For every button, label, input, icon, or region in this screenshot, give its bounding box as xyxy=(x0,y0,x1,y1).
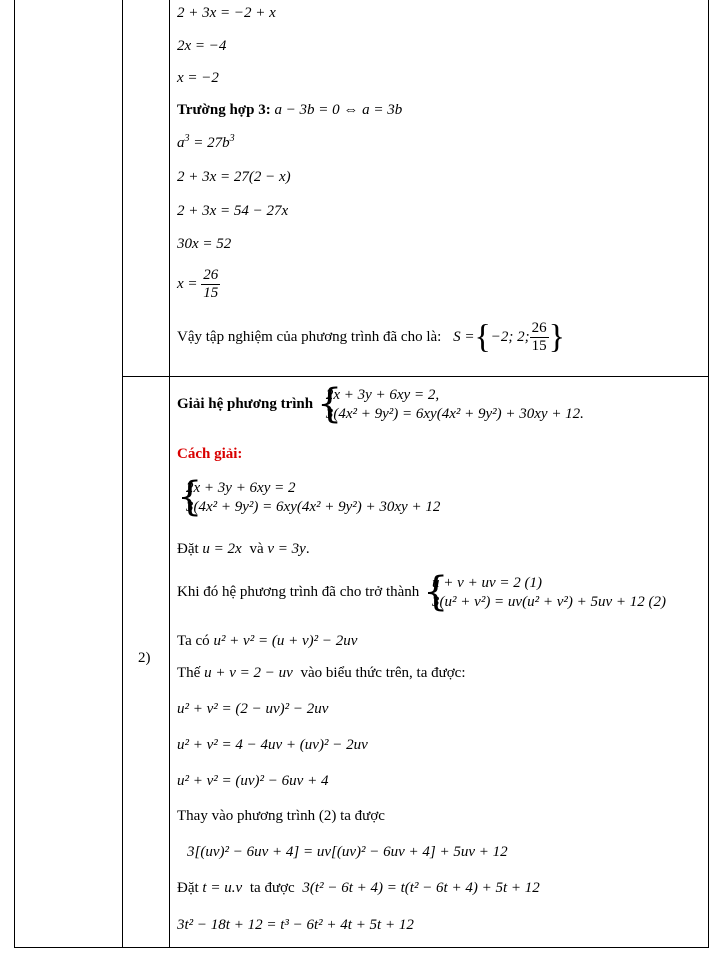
eq-line: 30x = 52 xyxy=(177,236,232,252)
system-row: 3(4x² + 9y²) = 6xy(4x² + 9y²) + 30xy + 12. xyxy=(325,405,584,422)
system-row: u + v + uv = 2 (1) xyxy=(432,574,542,591)
eq-line: u² + v² = (uv)² − 6uv + 4 xyxy=(177,773,329,789)
row-number: 2) xyxy=(138,650,151,666)
solution-set-items: −2; 2; xyxy=(490,329,530,345)
sub-expr: u + v = 2 − uv xyxy=(204,665,293,681)
eq-line: x = −2 xyxy=(177,70,219,86)
eq-line: 3t² − 18t + 12 = t³ − 6t² + 4t + 5t + 12 xyxy=(177,917,414,933)
system-2-line xyxy=(177,473,441,520)
transform-text: Khi đó hệ phương trình đã cho trở thành xyxy=(177,584,420,600)
fraction-numerator: 26 xyxy=(531,320,547,337)
table-border-left xyxy=(14,0,15,948)
set-v: v = 3y xyxy=(267,541,306,557)
fraction-numerator: 26 xyxy=(203,267,219,284)
x-fraction-line xyxy=(177,265,220,303)
fraction-denominator: 15 xyxy=(203,285,219,302)
eq-a3-left: a xyxy=(177,135,185,151)
table-border-col2 xyxy=(169,0,170,948)
conclusion-text: Vậy tập nghiệm của phương trình đã cho là: xyxy=(177,329,442,345)
substitution-line xyxy=(177,540,310,558)
set2-prefix: Đặt xyxy=(177,880,199,896)
substitute-line xyxy=(177,664,466,682)
system-row: 3(u² + v²) = uv(u² + v²) + 5uv + 12 (2) xyxy=(432,593,666,610)
have-prefix: Ta có xyxy=(177,633,210,649)
fraction-denominator: 15 xyxy=(531,338,547,355)
x-equals: x = xyxy=(177,276,198,292)
system-row: 3(4x² + 9y²) = 6xy(4x² + 9y²) + 30xy + 12 xyxy=(186,498,441,515)
transform-line xyxy=(177,568,666,615)
sub-suffix: vào biểu thức trên, ta được: xyxy=(300,665,466,681)
sub-prefix: Thế xyxy=(177,665,201,681)
table-border-bottom xyxy=(14,947,709,948)
set2-mid: ta được xyxy=(249,880,295,896)
case3-label: Trường hợp 3: xyxy=(177,102,271,118)
method-label: Cách giải: xyxy=(177,446,243,462)
eq-line: u² + v² = 4 − 4uv + (uv)² − 2uv xyxy=(177,737,368,753)
eq-line: 2x = −4 xyxy=(177,38,227,54)
case3-line xyxy=(177,101,402,119)
system-1: { 2x + 3y + 6xy = 2, 3(4x² + 9y²) = 6xy(4x² + 9y²) + 30xy + 12. xyxy=(316,380,584,427)
problem-label: Giải hệ phương trình xyxy=(177,396,314,412)
eq-a3-right: = 27b xyxy=(189,135,230,151)
have-eq: u² + v² = (u + v)² − 2uv xyxy=(213,633,358,649)
system-row: 2x + 3y + 6xy = 2, xyxy=(325,386,440,403)
solution-table xyxy=(14,0,709,948)
system-row: 2x + 3y + 6xy = 2 xyxy=(186,479,296,496)
case3-math: a − 3b = 0 ⇔ a = 3b xyxy=(274,102,403,118)
table-border-col1 xyxy=(122,0,123,948)
eq-a3-line: $a^3 = 27b^3$ xyxy=(177,133,235,151)
table-border-right xyxy=(708,0,709,948)
system-2: { 2x + 3y + 6xy = 2 3(4x² + 9y²) = 6xy(4x² + 9y²) + 30xy + 12 xyxy=(177,473,441,520)
row1-content xyxy=(177,0,702,376)
eq-line: 2 + 3x = −2 + x xyxy=(177,5,276,21)
eq-line: 2 + 3x = 54 − 27x xyxy=(177,203,289,219)
set2-eq: 3(t² − 6t + 4) = t(t² − 6t + 4) + 5t + 12 xyxy=(302,880,540,896)
set2-line xyxy=(177,879,540,897)
solution-set-prefix: S = xyxy=(453,329,475,345)
set-u: u = 2x xyxy=(202,541,242,557)
solution-fraction xyxy=(530,320,549,355)
set-prefix: Đặt xyxy=(177,541,199,557)
problem-line xyxy=(177,380,584,427)
eq-line: 3[(uv)² − 6uv + 4] = uv[(uv)² − 6uv + 4] + 5uv + 12 xyxy=(187,844,508,860)
set-and: và xyxy=(249,541,264,557)
set2-t: t = u.v xyxy=(202,880,243,896)
set-dot: . xyxy=(305,541,310,557)
conclusion-line: Vậy tập nghiệm của phương trình đã cho là: S ={−2; 2; $\frac{26}{15}$ } xyxy=(177,318,565,356)
have-line xyxy=(177,632,357,650)
plug-line: Thay vào phương trình (2) ta được xyxy=(177,808,385,824)
system-3: { u + v + uv = 2 (1) 3(u² + v²) = uv(u² + v²) + 5uv + 12 (2) xyxy=(423,568,666,615)
row2-content xyxy=(177,376,702,947)
fraction xyxy=(201,267,220,302)
eq-line: u² + v² = (2 − uv)² − 2uv xyxy=(177,701,329,717)
eq-line: 2 + 3x = 27(2 − x) xyxy=(177,169,291,185)
